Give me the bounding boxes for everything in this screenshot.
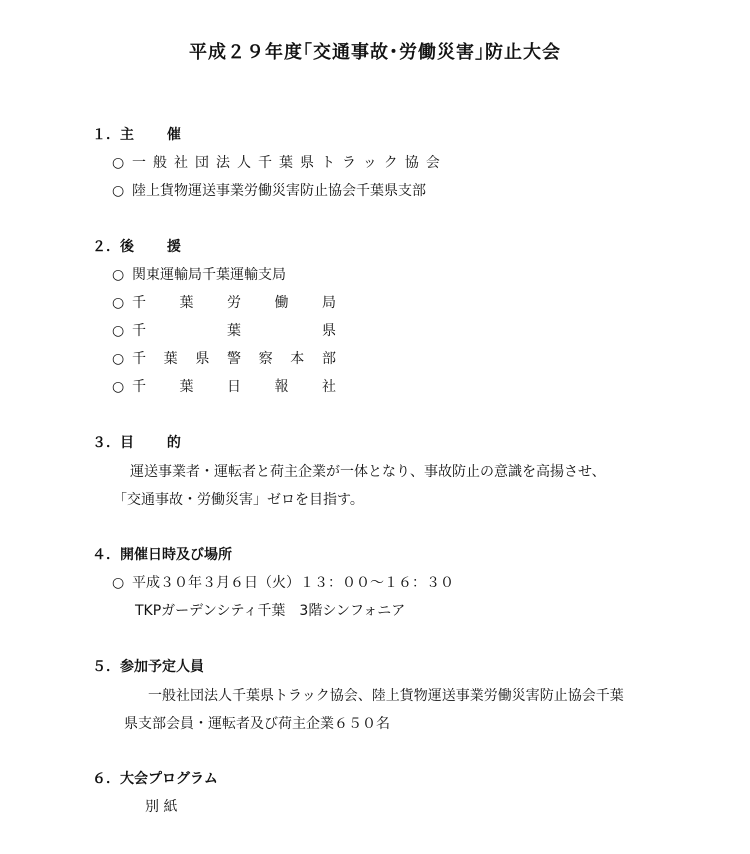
section-number: ４． <box>92 547 120 563</box>
glyph: 日 <box>227 379 241 395</box>
list-item <box>112 180 426 200</box>
section-number: ５． <box>92 659 120 675</box>
item-text: 一般社団法人千葉県トラック協会 <box>132 155 447 171</box>
section-1-heading <box>92 124 195 144</box>
glyph: 警 <box>226 351 241 367</box>
list-item <box>112 376 336 396</box>
glyph: 千 <box>132 379 146 395</box>
list-item <box>112 348 336 368</box>
section-title: 大会プログラム <box>120 771 218 787</box>
glyph: 葉 <box>227 323 241 339</box>
section-6-heading <box>92 768 218 788</box>
section-number: ２． <box>92 239 120 255</box>
event-datetime: 平成３０年３月６日（火）１３：００～１６：３０ <box>132 575 454 591</box>
glyph: 葉 <box>179 379 194 395</box>
attendance-line-2: 県支部会員・運転者及び荷主企業６５０名 <box>124 716 390 732</box>
purpose-line-2: 「交通事故・労働災害」ゼロを目指す。 <box>113 492 364 508</box>
glyph: 働 <box>274 295 289 311</box>
glyph: 局 <box>322 295 336 311</box>
list-item <box>112 152 447 172</box>
purpose-line-1: 運送事業者・運転者と荷主企業が一体となり、事故防止の意識を高揚させ、 <box>130 464 606 480</box>
glyph: 部 <box>321 351 336 367</box>
item-text <box>132 320 336 340</box>
list-item <box>112 572 454 592</box>
item-text <box>132 292 336 312</box>
glyph: 葉 <box>163 351 178 367</box>
glyph: 葉 <box>179 295 194 311</box>
circle-bullet-icon: ○ <box>112 267 125 283</box>
glyph: 千 <box>132 295 146 311</box>
circle-bullet-icon: ○ <box>112 575 125 591</box>
glyph: 察 <box>258 351 273 367</box>
attendance-line-1: 一般社団法人千葉県トラック協会、陸上貨物運送事業労働災害防止協会千葉 <box>148 688 624 704</box>
glyph: 千 <box>132 323 146 339</box>
list-item <box>112 264 286 284</box>
glyph: 千 <box>132 351 146 367</box>
section-2-heading <box>92 236 195 256</box>
section-3-heading <box>92 432 195 452</box>
section-title: 目 的 <box>120 435 195 451</box>
item-text <box>132 376 336 396</box>
section-4-heading <box>92 544 232 564</box>
list-item <box>112 292 336 312</box>
item-text <box>132 348 336 368</box>
section-title: 主 催 <box>120 127 195 143</box>
section-number: ３． <box>92 435 120 451</box>
circle-bullet-icon: ○ <box>112 295 125 311</box>
event-venue: TKPガーデンシティ千葉 3階シンフォニア <box>135 603 406 619</box>
circle-bullet-icon: ○ <box>112 323 125 339</box>
list-item <box>112 320 336 340</box>
glyph: 県 <box>195 351 210 367</box>
page-title: 平成２９年度｢交通事故･労働災害｣防止大会 <box>189 42 561 63</box>
glyph: 報 <box>274 379 289 395</box>
glyph: 社 <box>322 379 336 395</box>
item-text: 陸上貨物運送事業労働災害防止協会千葉県支部 <box>132 183 426 199</box>
section-number: ６． <box>92 771 120 787</box>
section-number: １． <box>92 127 120 143</box>
circle-bullet-icon: ○ <box>112 155 125 171</box>
glyph: 本 <box>290 351 305 367</box>
circle-bullet-icon: ○ <box>112 183 125 199</box>
section-title: 後 援 <box>120 239 195 255</box>
program-reference: 別 紙 <box>145 799 178 815</box>
circle-bullet-icon: ○ <box>112 351 125 367</box>
glyph: 労 <box>227 295 241 311</box>
section-title: 開催日時及び場所 <box>120 547 232 563</box>
section-title: 参加予定人員 <box>120 659 204 675</box>
glyph: 県 <box>322 323 336 339</box>
item-text: 関東運輸局千葉運輸支局 <box>132 267 286 283</box>
circle-bullet-icon: ○ <box>112 379 125 395</box>
section-5-heading <box>92 656 204 676</box>
